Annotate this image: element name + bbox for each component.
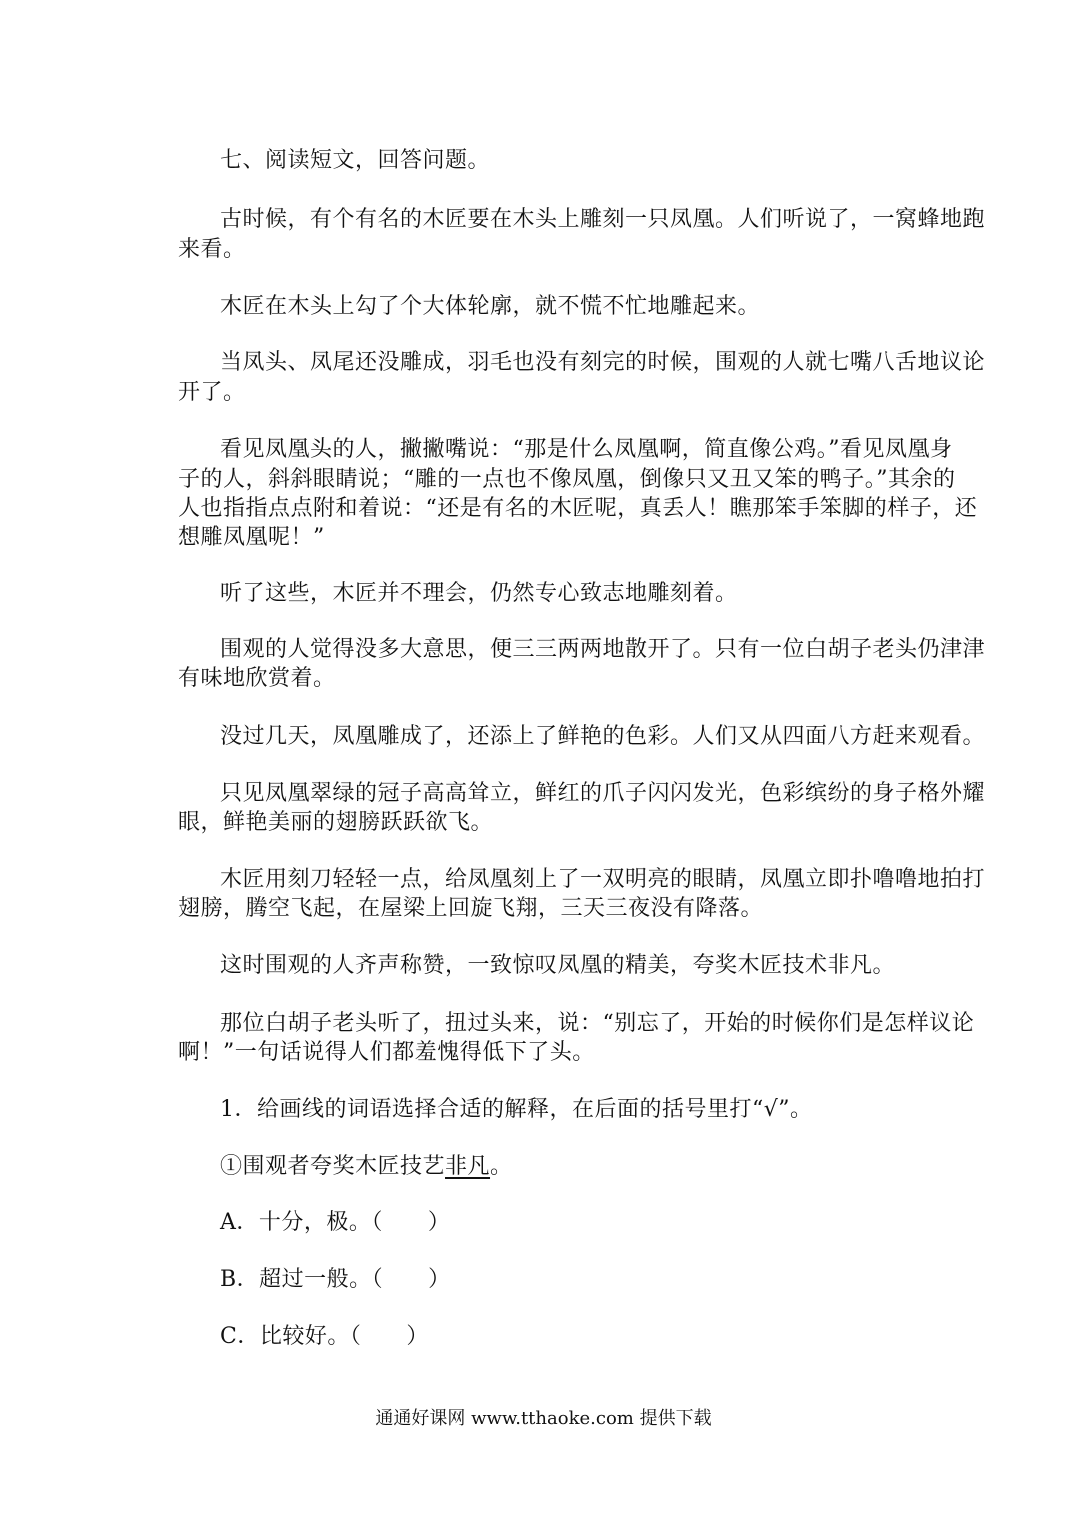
passage-line: 那位白胡子老头听了，扭过头来，说：“别忘了，开始的时候你们是怎样议论	[220, 1011, 975, 1036]
passage-line: 看见凤凰头的人，撇撇嘴说：“那是什么凤凰啊，简直像公鸡。”看见凤凰身	[220, 437, 953, 462]
passage-line: 翅膀，腾空飞起，在屋梁上回旋飞翔，三天三夜没有降落。	[178, 896, 764, 921]
option-a: A．十分，极。（ ）	[220, 1210, 451, 1235]
passage-line: 子的人，斜斜眼睛说；“雕的一点也不像凤凰，倒像只又丑又笨的鸭子。”其余的	[178, 467, 956, 492]
passage-line: 想雕凤凰呢！”	[178, 525, 325, 550]
item-text-suffix: 。	[490, 1154, 513, 1179]
passage-line: 这时围观的人齐声称赞，一致惊叹凤凰的精美，夸奖木匠技术非凡。	[220, 953, 896, 978]
passage-line: 没过几天，凤凰雕成了，还添上了鲜艳的色彩。人们又从四面八方赶来观看。	[220, 724, 986, 749]
option-c: C．比较好。（ ）	[220, 1324, 429, 1349]
passage-line: 只见凤凰翠绿的冠子高高耸立，鲜红的爪子闪闪发光，色彩缤纷的身子格外耀	[220, 781, 986, 806]
passage-line: 眼，鲜艳美丽的翅膀跃跃欲飞。	[178, 810, 494, 835]
passage-line: 来看。	[178, 237, 246, 262]
underlined-word: 非凡	[445, 1154, 491, 1179]
question-item	[220, 1152, 513, 1182]
passage-line: 当凤头、凤尾还没雕成，羽毛也没有刻完的时候，围观的人就七嘴八舌地议论	[220, 350, 986, 375]
passage-line: 开了。	[178, 380, 246, 405]
page-footer: 通通好课网 www.tthaoke.com 提供下载	[375, 1408, 712, 1429]
passage-line: 围观的人觉得没多大意思，便三三两两地散开了。只有一位白胡子老头仍津津	[220, 637, 986, 662]
passage-line: 木匠在木头上勾了个大体轮廓，就不慌不忙地雕起来。	[220, 294, 761, 319]
passage-line: 有味地欣赏着。	[178, 666, 336, 691]
passage-line: 啊！”一句话说得人们都羞愧得低下了头。	[178, 1040, 595, 1065]
passage-line: 木匠用刻刀轻轻一点，给凤凰刻上了一双明亮的眼睛，凤凰立即扑噜噜地拍打	[220, 867, 986, 892]
passage-line: 人也指指点点附和着说：“还是有名的木匠呢，真丢人！瞧那笨手笨脚的样子，还	[178, 496, 978, 521]
item-text-prefix: ①围观者夸奖木匠技艺	[220, 1154, 446, 1179]
passage-line: 听了这些，木匠并不理会，仍然专心致志地雕刻着。	[220, 581, 738, 606]
option-b: B．超过一般。（ ）	[220, 1267, 451, 1292]
question-prompt: 1．给画线的词语选择合适的解释，在后面的括号里打“√”。	[220, 1097, 813, 1122]
section-title: 七、阅读短文，回答问题。	[220, 148, 491, 173]
passage-line: 古时候，有个有名的木匠要在木头上雕刻一只凤凰。人们听说了，一窝蜂地跑	[220, 207, 986, 232]
